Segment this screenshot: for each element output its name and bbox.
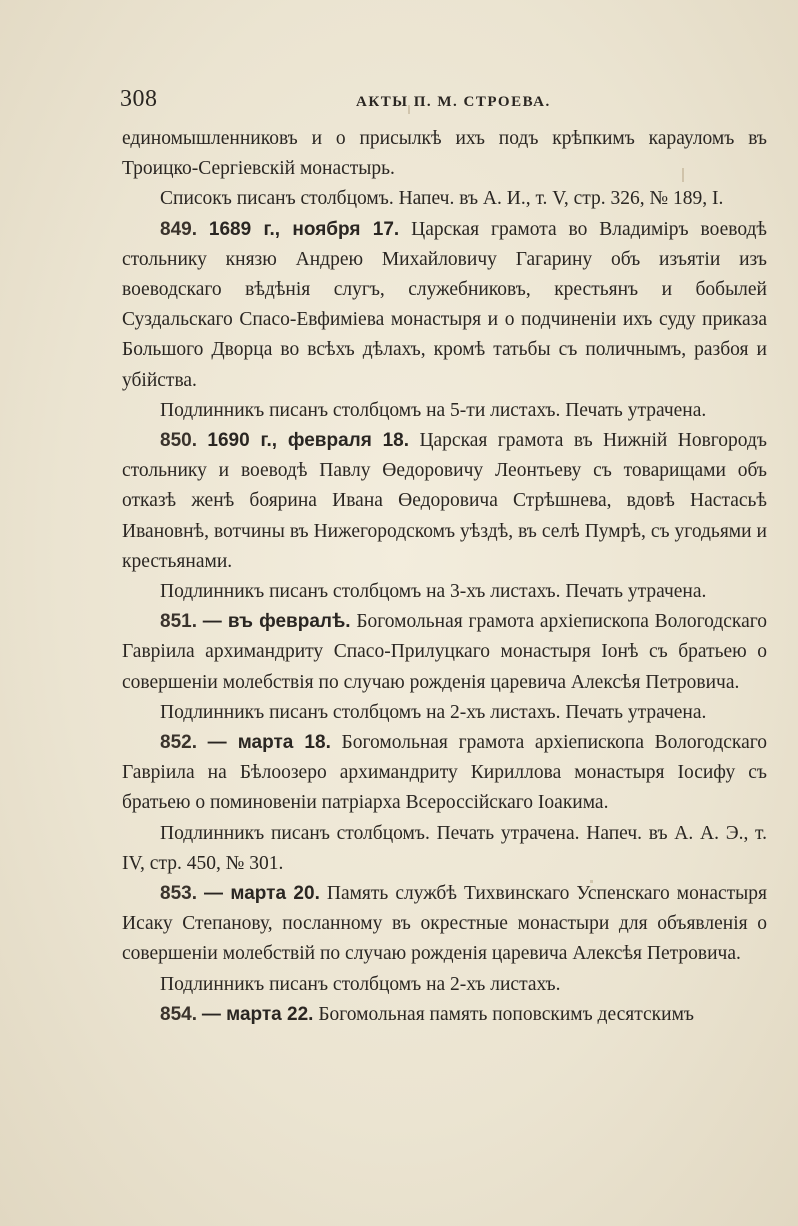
entry-853 [122, 879, 767, 970]
entry-continuation-text: единомышленниковъ и о присылкѣ ихъ подъ крѣпкимъ карауломъ въ Троицко-Сергіевскій монастырь. [122, 128, 767, 180]
entry-850 [122, 426, 767, 577]
entry-number: 849. [160, 218, 197, 240]
entry-date: — въ февралѣ. [202, 611, 351, 633]
entry-852 [122, 728, 767, 819]
entry-text: Богомольная память поповскимъ десятскимъ [318, 1003, 694, 1025]
entry-851 [122, 607, 767, 698]
entry-note: Подлинникъ писанъ столбцомъ на 3-хъ листахъ. Печать утрачена. [160, 581, 707, 603]
entry-note: Подлинникъ писанъ столбцомъ. Печать утрачена. Напеч. въ А. А. Э., т. IV, стр. 450, № 301. [122, 822, 767, 874]
entry-note: Списокъ писанъ столбцомъ. Напеч. въ А. И., т. V, стр. 326, № 189, I. [160, 188, 724, 210]
entry-date: — марта 18. [207, 732, 331, 754]
entry-date: 1689 г., ноября 17. [208, 218, 400, 240]
entry-note: Подлинникъ писанъ столбцомъ на 5-ти листахъ. Печать утрачена. [160, 399, 707, 421]
entry-text: Память службѣ Тихвинскаго Успенскаго монастыря Исаку Степанову, посланному въ окрестные монастыри для объявленія о совершеніи молебствій по случаю рожденія царевича Алексѣя Петровича. [122, 883, 767, 965]
entry-note: Подлинникъ писанъ столбцомъ на 2-хъ листахъ. Печать утрачена. [160, 701, 707, 723]
entry-date: — марта 20. [204, 883, 320, 905]
entry-854 [122, 1000, 767, 1030]
entry-number: 850. [160, 430, 197, 452]
document-body [122, 124, 767, 1030]
entry-text: Царская грамота въ Нижній Новгородъ стольнику и воеводѣ Павлу Өедоровичу Леонтьеву съ товарищами объ отказѣ женѣ боярина Ивана Өедоровича Стрѣшнева, вдовѣ Настасьѣ Ивановнѣ, вотчины въ Нижегородскомъ уѣздѣ, въ селѣ Пумрѣ, съ угодьями и крестьянами. [122, 430, 767, 572]
entry-number: 854. [160, 1003, 197, 1025]
entry-text: Царская грамота во Владиміръ воеводѣ стольнику князю Андрею Михайловичу Гагарину объ изъятіи изъ воеводскаго вѣдѣнія слугъ, служебниковъ, крестьянъ и бобылей Суздальскаго Спасо-Евфиміева монастыря и о подчиненіи ихъ суду приказа Большого Дворца во всѣхъ дѣлахъ, кромѣ татьбы съ поличнымъ, разбоя и убійства. [122, 218, 768, 391]
entry-date: — марта 22. [201, 1003, 314, 1025]
entry-note: Подлинникъ писанъ столбцомъ на 2-хъ листахъ. [160, 973, 561, 995]
entry-number: 853. [160, 883, 197, 905]
entry-number: 852. [160, 732, 197, 754]
page-header [120, 86, 765, 116]
entry-849 [122, 215, 767, 396]
entry-number: 851. [160, 611, 197, 633]
entry-date: 1690 г., февраля 18. [207, 430, 410, 452]
page-number: 308 [120, 86, 158, 112]
entry-text: Богомольная грамота архіепископа Вологодскаго Гавріила архимандриту Спасо-Прилуцкаго монастыря Іонѣ съ братьею о совершеніи молебствія по случаю рожденія царевича Алексѣя Петровича. [122, 611, 768, 693]
entry-text: Богомольная грамота архіепископа Вологодскаго Гавріила на Бѣлоозеро архимандриту Кириллова монастыря Іосифу съ братьею о поминовеніи патріарха Всероссійскаго Іоакима. [122, 732, 768, 814]
running-title: АКТЫ П. М. СТРОЕВА. [356, 94, 551, 110]
